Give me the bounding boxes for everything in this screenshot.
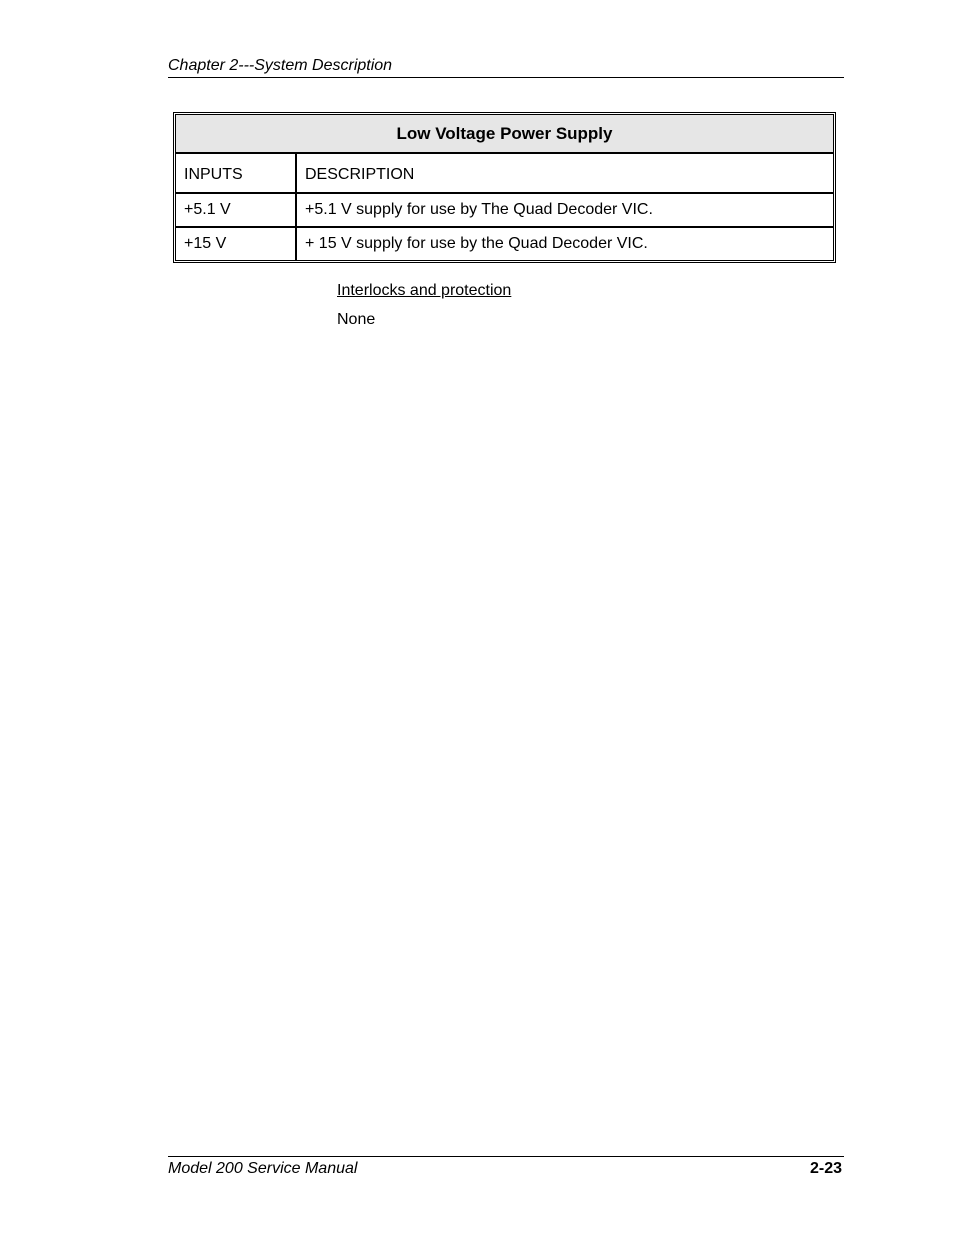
low-voltage-power-supply-table [173,112,836,263]
description-cell: + 15 V supply for use by the Quad Decoder VIC. [296,227,834,261]
chapter-title: Chapter 2---System Description [168,57,393,74]
column-header-inputs: INPUTS [175,153,296,193]
page-number: 2-23 [809,1160,842,1177]
table-row [175,193,834,227]
input-cell: +5.1 V [175,193,296,227]
page-footer [168,1156,844,1179]
table-title: Low Voltage Power Supply [175,114,834,153]
table-row [175,227,834,261]
description-cell: +5.1 V supply for use by The Quad Decoder VIC. [296,193,834,227]
manual-title: Model 200 Service Manual [168,1160,358,1177]
section-heading: Interlocks and protection [337,282,512,299]
page-header [168,56,844,78]
table-header-row [175,153,834,193]
input-cell: +15 V [175,227,296,261]
section-body: None [337,311,376,328]
column-header-description: DESCRIPTION [296,153,834,193]
